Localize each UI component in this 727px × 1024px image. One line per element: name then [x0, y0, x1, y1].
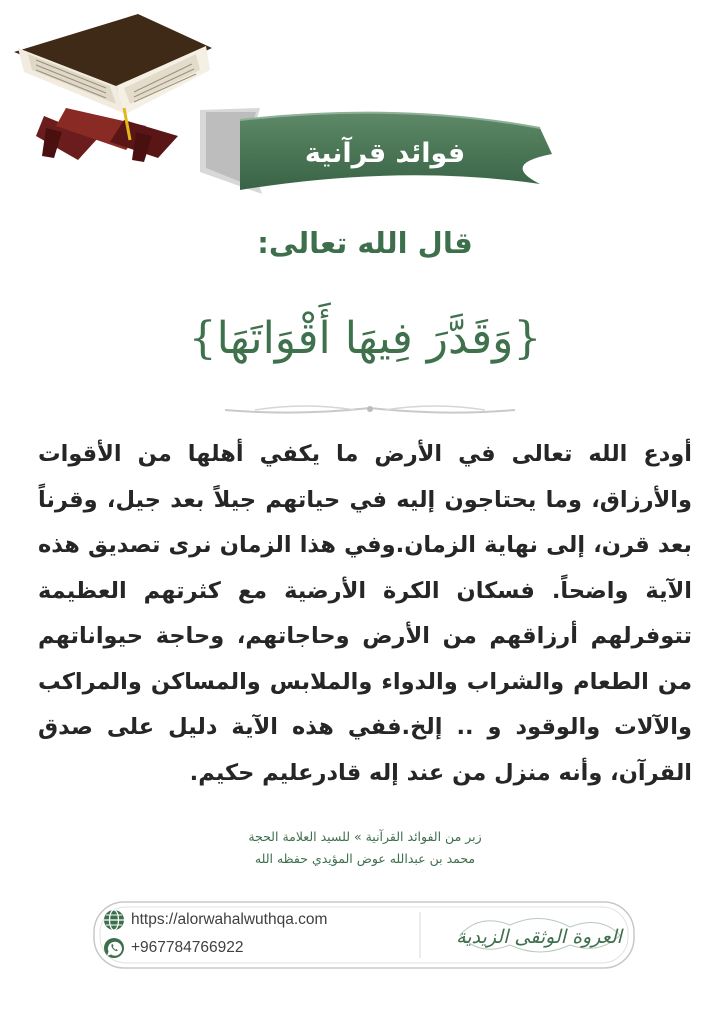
phone-number[interactable]: +967784766922 [131, 939, 244, 956]
website-link[interactable]: https://alorwahalwuthqa.com [131, 911, 328, 928]
banner-title: فوائد قرآنية [304, 137, 466, 169]
phone-row[interactable] [103, 934, 403, 962]
article-body: أودع الله تعالى في الأرض ما يكفي أهلها من الأقوات والأرزاق، وما يحتاجون إليه في حياتهم جيلاً بعد جيل، وقرناً بعد قرن، إلى نهاية الزمان.وفي هذا الزمان نرى تصديق هذه الآية واضحاً. فسكان الكرة الأرضية مع كثرتهم العظيمة تتوفرلهم أرزاقهم من الأرض وحاجاتهم، وحاجة حيواناتهم من الطعام والشراب والدواء والملابس والمساكن والمراكب والآلات والوقود و .. إلخ.ففي هذه الآية دليل على صدق القرآن، وأنه منزل من عند إله قادرعليم حكيم. [38, 441, 692, 786]
quran-verse: {وَقَدَّرَ فِيهَا أَقْوَاتَهَا} [188, 312, 542, 364]
source-credit [180, 826, 550, 870]
intro-heading: قال الله تعالى: [257, 226, 473, 260]
svg-text:العروة الوثقى الزيدية: العروة الوثقى الزيدية [456, 926, 622, 948]
quran-book-illustration [6, 8, 221, 168]
website-row[interactable] [103, 906, 403, 934]
ornament-divider [225, 398, 515, 422]
contact-info [103, 906, 403, 966]
organization-logo [450, 905, 628, 965]
source-line-1: زبر من الفوائد القرآنية » للسيد العلامة الحجة [248, 829, 482, 844]
whatsapp-icon [103, 937, 125, 959]
globe-icon [103, 909, 125, 931]
source-line-2: محمد بن عبدالله عوض المؤيدي حفظه الله [254, 851, 476, 866]
